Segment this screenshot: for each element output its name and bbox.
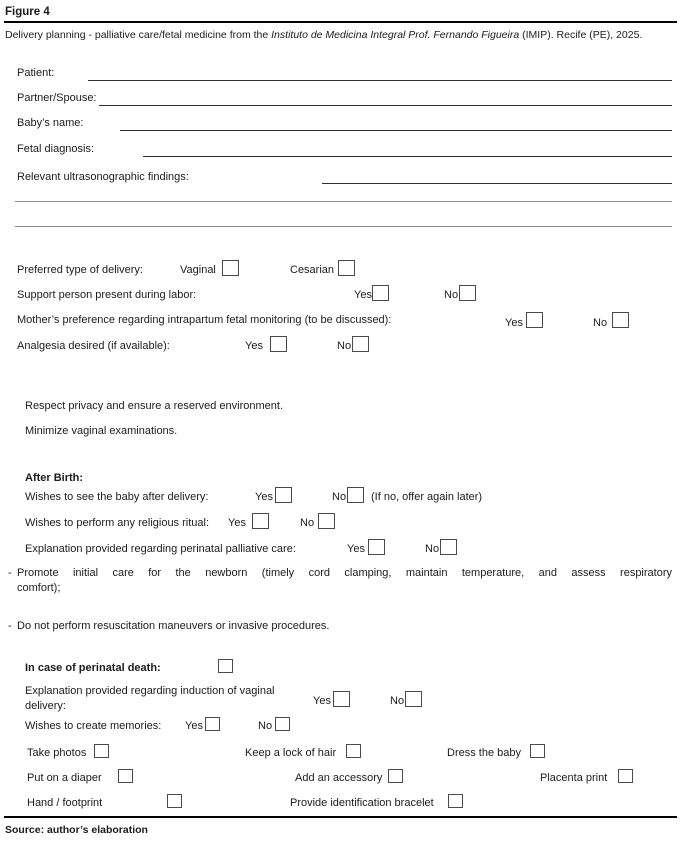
ritual-yes-checkbox[interactable]	[252, 513, 269, 529]
support-no-label: No	[444, 289, 459, 301]
see-baby-no-checkbox[interactable]	[347, 487, 364, 503]
caption-text: Delivery planning - palliative care/fetal medicine from the	[5, 29, 269, 41]
memories-no-label: No	[258, 720, 273, 732]
palliative-no-checkbox[interactable]	[440, 539, 457, 555]
palliative-no-label: No	[425, 543, 440, 555]
ritual-yes-label: Yes	[228, 517, 246, 529]
bullet-dash-1: -	[8, 567, 12, 579]
ritual-no-checkbox[interactable]	[318, 513, 335, 529]
memories-label: Wishes to create memories:	[25, 720, 162, 732]
partner-label: Partner/Spouse:	[17, 92, 97, 104]
placenta-print-label: Placenta print	[540, 772, 608, 784]
vaginal-exams-note: Minimize vaginal examinations.	[25, 425, 178, 437]
no-resuscitation-bullet: Do not perform resuscitation maneuvers or invasive procedures.	[17, 620, 330, 632]
partner-line[interactable]	[99, 105, 672, 106]
induction-no-checkbox[interactable]	[405, 691, 422, 707]
fetal-diagnosis-line[interactable]	[143, 156, 672, 157]
monitoring-label: Mother’s preference regarding intrapartum fetal monitoring (to be discussed):	[17, 314, 392, 326]
figure-caption	[5, 28, 642, 42]
support-yes-checkbox[interactable]	[372, 285, 389, 301]
baby-name-label: Baby’s name:	[17, 117, 84, 129]
take-photos-checkbox[interactable]	[94, 744, 109, 758]
patient-line[interactable]	[88, 80, 672, 81]
preferred-type-label: Preferred type of delivery:	[17, 264, 143, 276]
figure-label: Figure 4	[5, 6, 50, 18]
memories-yes-checkbox[interactable]	[205, 717, 220, 731]
analgesia-no-checkbox[interactable]	[352, 336, 369, 352]
monitoring-yes-label: Yes	[505, 317, 523, 329]
ritual-no-label: No	[300, 517, 315, 529]
memories-no-checkbox[interactable]	[275, 717, 290, 731]
lock-of-hair-checkbox[interactable]	[346, 744, 361, 758]
accessory-checkbox[interactable]	[388, 769, 403, 783]
promote-care-bullet-line1: Promote initial care for the newborn (timely cord clamping, maintain temperature, and assess respiratory	[17, 567, 672, 579]
induction-yes-checkbox[interactable]	[333, 691, 350, 707]
lock-of-hair-label: Keep a lock of hair	[245, 747, 337, 759]
ultrasound-findings-line[interactable]	[322, 183, 672, 184]
accessory-label: Add an accessory	[295, 772, 383, 784]
id-bracelet-label: Provide identification bracelet	[290, 797, 434, 809]
ultrasound-findings-extra-line-1[interactable]	[15, 201, 672, 202]
memories-yes-label: Yes	[185, 720, 203, 732]
take-photos-label: Take photos	[27, 747, 87, 759]
baby-name-line[interactable]	[120, 130, 672, 131]
monitoring-no-label: No	[593, 317, 608, 329]
ultrasound-findings-extra-line-2[interactable]	[15, 226, 672, 227]
id-bracelet-checkbox[interactable]	[448, 794, 463, 808]
monitoring-no-checkbox[interactable]	[612, 312, 629, 328]
promote-care-bullet-line2: comfort);	[17, 582, 61, 594]
analgesia-no-label: No	[337, 340, 352, 352]
bullet-dash-2: -	[8, 620, 12, 632]
fetal-diagnosis-label: Fetal diagnosis:	[17, 143, 95, 155]
induction-yes-label: Yes	[313, 695, 331, 707]
analgesia-yes-checkbox[interactable]	[270, 336, 287, 352]
diaper-label: Put on a diaper	[27, 772, 102, 784]
hand-footprint-label: Hand / footprint	[27, 797, 103, 809]
source-note: Source: author’s elaboration	[5, 824, 148, 836]
support-yes-label: Yes	[354, 289, 372, 301]
induction-label: Explanation provided regarding induction of vaginal delivery:	[25, 685, 275, 712]
footer-rule	[4, 816, 677, 818]
patient-label: Patient:	[17, 67, 55, 79]
support-person-label: Support person present during labor:	[17, 289, 197, 301]
placenta-print-checkbox[interactable]	[618, 769, 633, 783]
palliative-yes-label: Yes	[347, 543, 365, 555]
perinatal-death-checkbox[interactable]	[218, 659, 233, 673]
monitoring-yes-checkbox[interactable]	[526, 312, 543, 328]
perinatal-death-heading: In case of perinatal death:	[25, 662, 161, 674]
analgesia-label: Analgesia desired (if available):	[17, 340, 170, 352]
see-baby-no-label: No	[332, 491, 347, 503]
vaginal-label: Vaginal	[180, 264, 216, 276]
cesarian-label: Cesarian	[290, 264, 335, 276]
ultrasound-findings-label: Relevant ultrasonographic findings:	[17, 171, 189, 183]
diaper-checkbox[interactable]	[118, 769, 133, 783]
caption-suffix: (IMIP). Recife (PE), 2025.	[522, 29, 643, 41]
privacy-note: Respect privacy and ensure a reserved environment.	[25, 400, 284, 412]
religious-ritual-label: Wishes to perform any religious ritual:	[25, 517, 210, 529]
see-baby-label: Wishes to see the baby after delivery:	[25, 491, 209, 503]
caption-institute-name: Instituto de Medicina Integral Prof. Fernando Figueira	[271, 29, 520, 41]
header-rule	[4, 21, 677, 23]
dress-baby-checkbox[interactable]	[530, 744, 545, 758]
support-no-checkbox[interactable]	[459, 285, 476, 301]
after-birth-heading: After Birth:	[25, 472, 84, 484]
induction-no-label: No	[390, 695, 405, 707]
see-baby-note: (If no, offer again later)	[371, 491, 483, 503]
see-baby-yes-checkbox[interactable]	[275, 487, 292, 503]
hand-footprint-checkbox[interactable]	[167, 794, 182, 808]
palliative-explanation-label: Explanation provided regarding perinatal palliative care:	[25, 543, 296, 555]
analgesia-yes-label: Yes	[245, 340, 263, 352]
vaginal-checkbox[interactable]	[222, 260, 239, 276]
palliative-yes-checkbox[interactable]	[368, 539, 385, 555]
cesarian-checkbox[interactable]	[338, 260, 355, 276]
see-baby-yes-label: Yes	[255, 491, 273, 503]
dress-baby-label: Dress the baby	[447, 747, 521, 759]
